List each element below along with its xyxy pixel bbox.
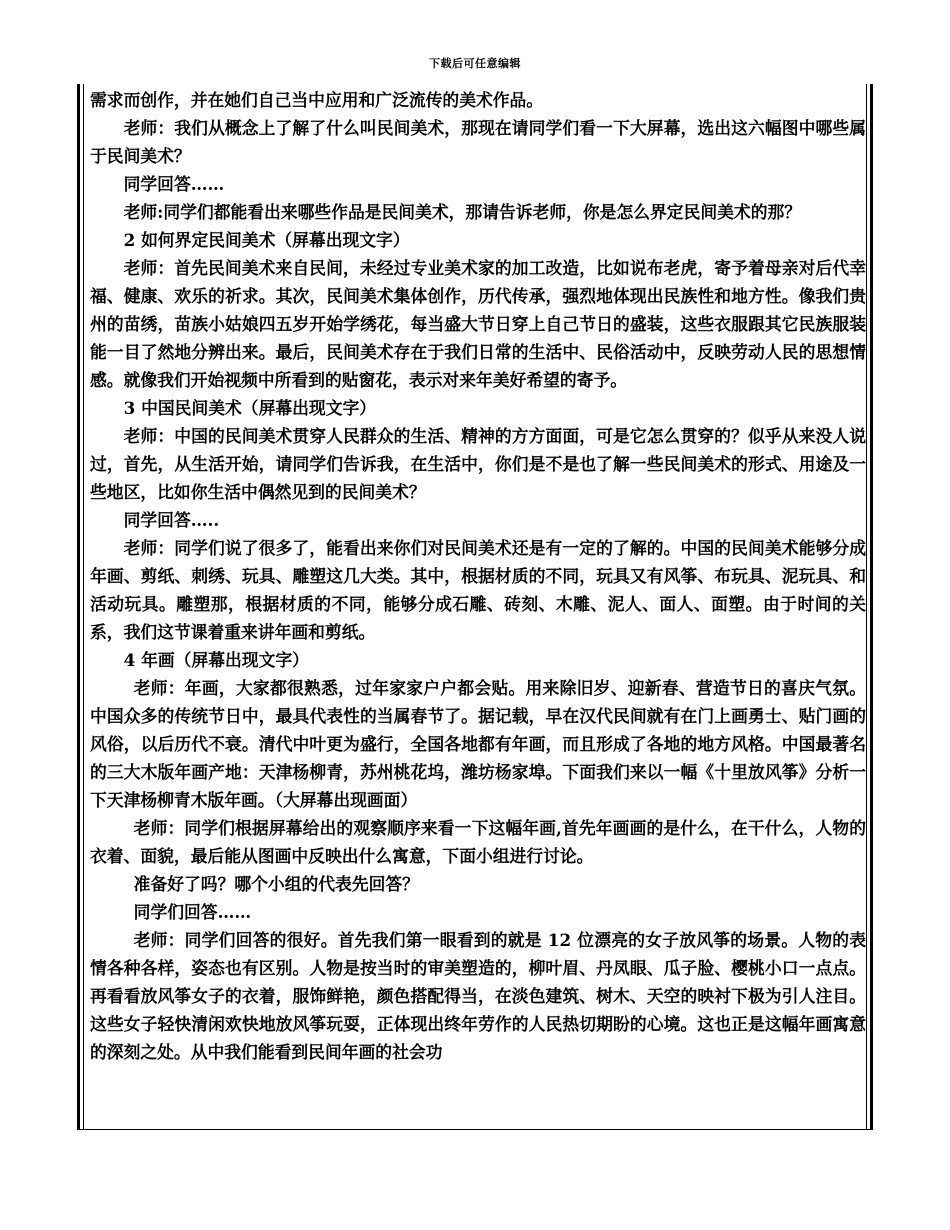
section-heading: 4 年画（屏幕出现文字） (123, 650, 309, 670)
paragraph: 老师：中国的民间美术贯穿人民群众的生活、精神的方方面面，可是它怎么贯穿的？似乎从来没人说过，首先，从生活开始，请同学们告诉我，在生活中，你们是不是也了解一些民间美术的形式、用途及一些地区，比如你生活中偶然见到的民间美术？ (90, 426, 866, 502)
paragraph: 同学们回答…… (133, 902, 252, 922)
table-cell-frame (77, 84, 873, 1130)
lesson-body-text (90, 86, 866, 1066)
paragraph: 老师：首先民间美术来自民间，未经过专业美术家的加工改造，比如说布老虎，寄予着母亲对后代幸福、健康、欢乐的祈求。其次，民间美术集体创作，历代传承，强烈地体现出民族性和地方性。像我们贵州的苗绣，苗族小姑娘四五岁开始学绣花，每当盛大节日穿上自己节日的盛装，这些衣服跟其它民族服装能一目了然地分辨出来。最后，民间美术存在于我们日常的生活中、民俗活动中，反映劳动人民的思想情感。就像我们开始视频中所看到的贴窗花，表示对来年美好希望的寄予。 (90, 258, 866, 390)
paragraph: 同学回答…… (123, 174, 225, 194)
paragraph: 需求而创作，并在她们自己当中应用和广泛流传的美术作品。 (90, 90, 544, 110)
paragraph: 老师：年画，大家都很熟悉，过年家家户户都会贴。用来除旧岁、迎新春、营造节日的喜庆气氛。中国众多的传统节日中，最具代表性的当属春节了。据记载，早在汉代民间就有在门上画勇士、贴门画的风俗，以后历代不衰。清代中叶更为盛行，全国各地都有年画，而且形成了各地的地方风格。中国最著名的三大木版年画产地：天津杨柳青，苏州桃花坞，潍坊杨家埠。下面我们来以一幅《十里放风筝》分析一下天津杨柳青木版年画。（大屏幕出现画面） (90, 678, 866, 810)
table-border-inner-right (866, 84, 867, 1129)
paragraph: 老师：同学们说了很多了，能看出来你们对民间美术还是有一定的了解的。中国的民间美术能够分成年画、剪纸、刺绣、玩具、雕塑这几大类。其中，根据材质的不同，玩具又有风筝、布玩具、泥玩具、和活动玩具。雕塑那，根据材质的不同，能够分成石雕、砖刻、木雕、泥人、面人、面塑。由于时间的关系，我们这节课着重来讲年画和剪纸。 (90, 538, 866, 642)
section-heading: 3 中国民间美术（屏幕出现文字） (123, 398, 377, 418)
page-header: 下载后可任意编辑 (429, 57, 521, 70)
paragraph: 老师：同学们根据屏幕给出的观察顺序来看一下这幅年画,首先年画画的是什么，在干什么，人物的衣着、面貌，最后能从图画中反映出什么寓意，下面小组进行讨论。 (90, 818, 866, 866)
paragraph: 准备好了吗？哪个小组的代表先回答？ (133, 874, 419, 894)
section-heading: 2 如何界定民间美术（屏幕出现文字） (123, 230, 410, 250)
paragraph: 老师：我们从概念上了解了什么叫民间美术，那现在请同学们看一下大屏幕，选出这六幅图中哪些属于民间美术？ (90, 118, 866, 166)
paragraph: 老师:同学们都能看出来哪些作品是民间美术，那请告诉老师，你是怎么界定民间美术的那？ (123, 202, 802, 222)
paragraph: 同学回答….. (123, 510, 220, 530)
table-border-inner-left (83, 84, 84, 1129)
paragraph: 老师：同学们回答的很好。首先我们第一眼看到的就是 12 位漂亮的女子放风筝的场景。人物的表情各种各样，姿态也有区别。人物是按当时的审美塑造的，柳叶眉、丹凤眼、瓜子脸、樱桃小口一点点。再看看放风筝女子的衣着，服饰鲜艳，颜色搭配得当，在淡色建筑、树木、天空的映衬下极为引人注目。这些女子轻快清闲欢快地放风筝玩耍，正体现出终年劳作的人民热切期盼的心境。这也正是这幅年画寓意的深刻之处。从中我们能看到民间年画的社会功 (90, 930, 866, 1062)
